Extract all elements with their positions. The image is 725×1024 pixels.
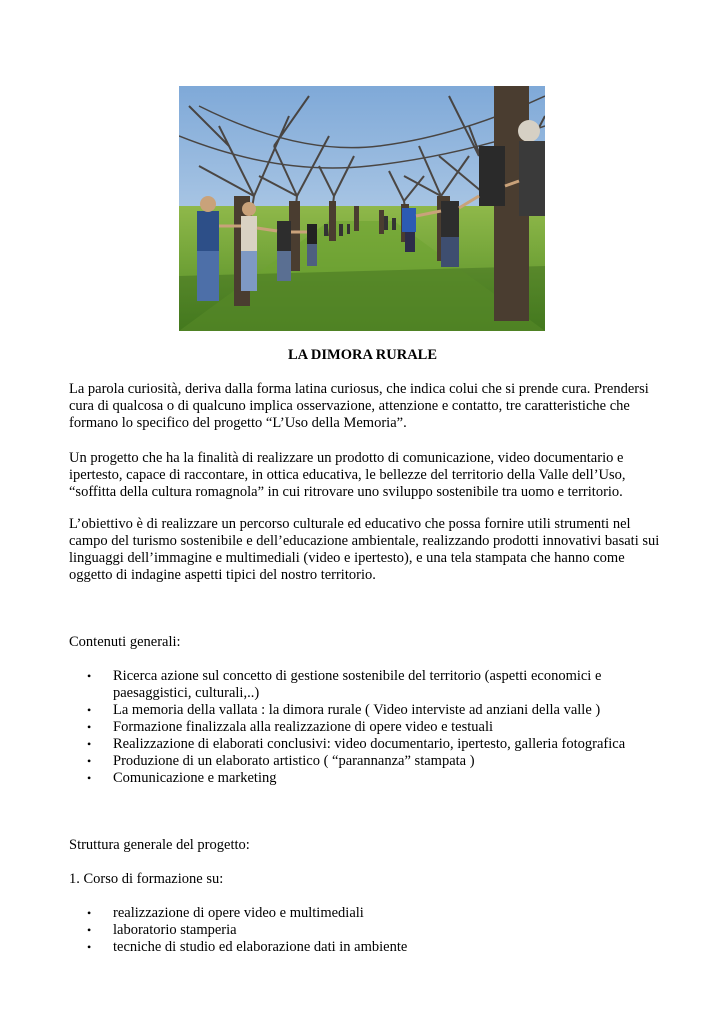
list-item: • Formazione finalizzala alla realizzazione di opere video e testuali bbox=[69, 719, 669, 736]
list-item: • La memoria della vallata : la dimora rurale ( Video interviste ad anziani della valle ) bbox=[69, 702, 669, 719]
intro-paragraph: La parola curiosità, deriva dalla forma latina curiosus, che indica colui che si prende cura. Prendersi cura di qualcosa o di qualcuno implica osservazione, attenzione e contatto, tre caratteristiche che formano lo specifico del progetto “L’Uso della Memoria”. bbox=[69, 381, 649, 431]
objective-paragraph: L’obiettivo è di realizzare un percorso culturale ed educativo che possa fornire utili strumenti nel campo del turismo sostenibile e dell’educazione ambientale, realizzando prodotti innovativi basati sui linguaggi dell’immagine e multimediali (video e ipertesto), e una tela stampata che hanno come oggetto di indagine aspetti tipici del nostro territorio. bbox=[69, 516, 660, 583]
contenuti-heading: Contenuti generali: bbox=[69, 634, 181, 650]
header-photo bbox=[179, 86, 545, 331]
struttura-heading: Struttura generale del progetto: bbox=[69, 837, 250, 853]
document-title: LA DIMORA RURALE bbox=[287, 347, 438, 363]
corso-step: 1. Corso di formazione su: bbox=[69, 871, 224, 887]
list-item: • Ricerca azione sul concetto di gestione sostenibile del territorio (aspetti economici e paesaggistici, culturali,..) bbox=[69, 668, 669, 702]
list-item: • laboratorio stamperia bbox=[69, 922, 669, 939]
list-item: • tecniche di studio ed elaborazione dati in ambiente bbox=[69, 939, 669, 956]
corso-list bbox=[69, 905, 669, 956]
photo-illustration bbox=[179, 86, 545, 331]
list-item: • realizzazione di opere video e multimediali bbox=[69, 905, 669, 922]
contenuti-list bbox=[69, 668, 669, 787]
list-item: • Produzione di un elaborato artistico ( “parannanza” stampata ) bbox=[69, 753, 669, 770]
project-paragraph: Un progetto che ha la finalità di realizzare un prodotto di comunicazione, video documentario e ipertesto, capace di raccontare, in ottica educativa, le bellezze del territorio della Valle dell’Uso, “soffitta della cultura romagnola” in cui ritrovare uno sviluppo sostenibile tra uomo e territorio. bbox=[69, 450, 626, 500]
list-item: • Realizzazione di elaborati conclusivi: video documentario, ipertesto, galleria fotografica bbox=[69, 736, 669, 753]
list-item: • Comunicazione e marketing bbox=[69, 770, 669, 787]
